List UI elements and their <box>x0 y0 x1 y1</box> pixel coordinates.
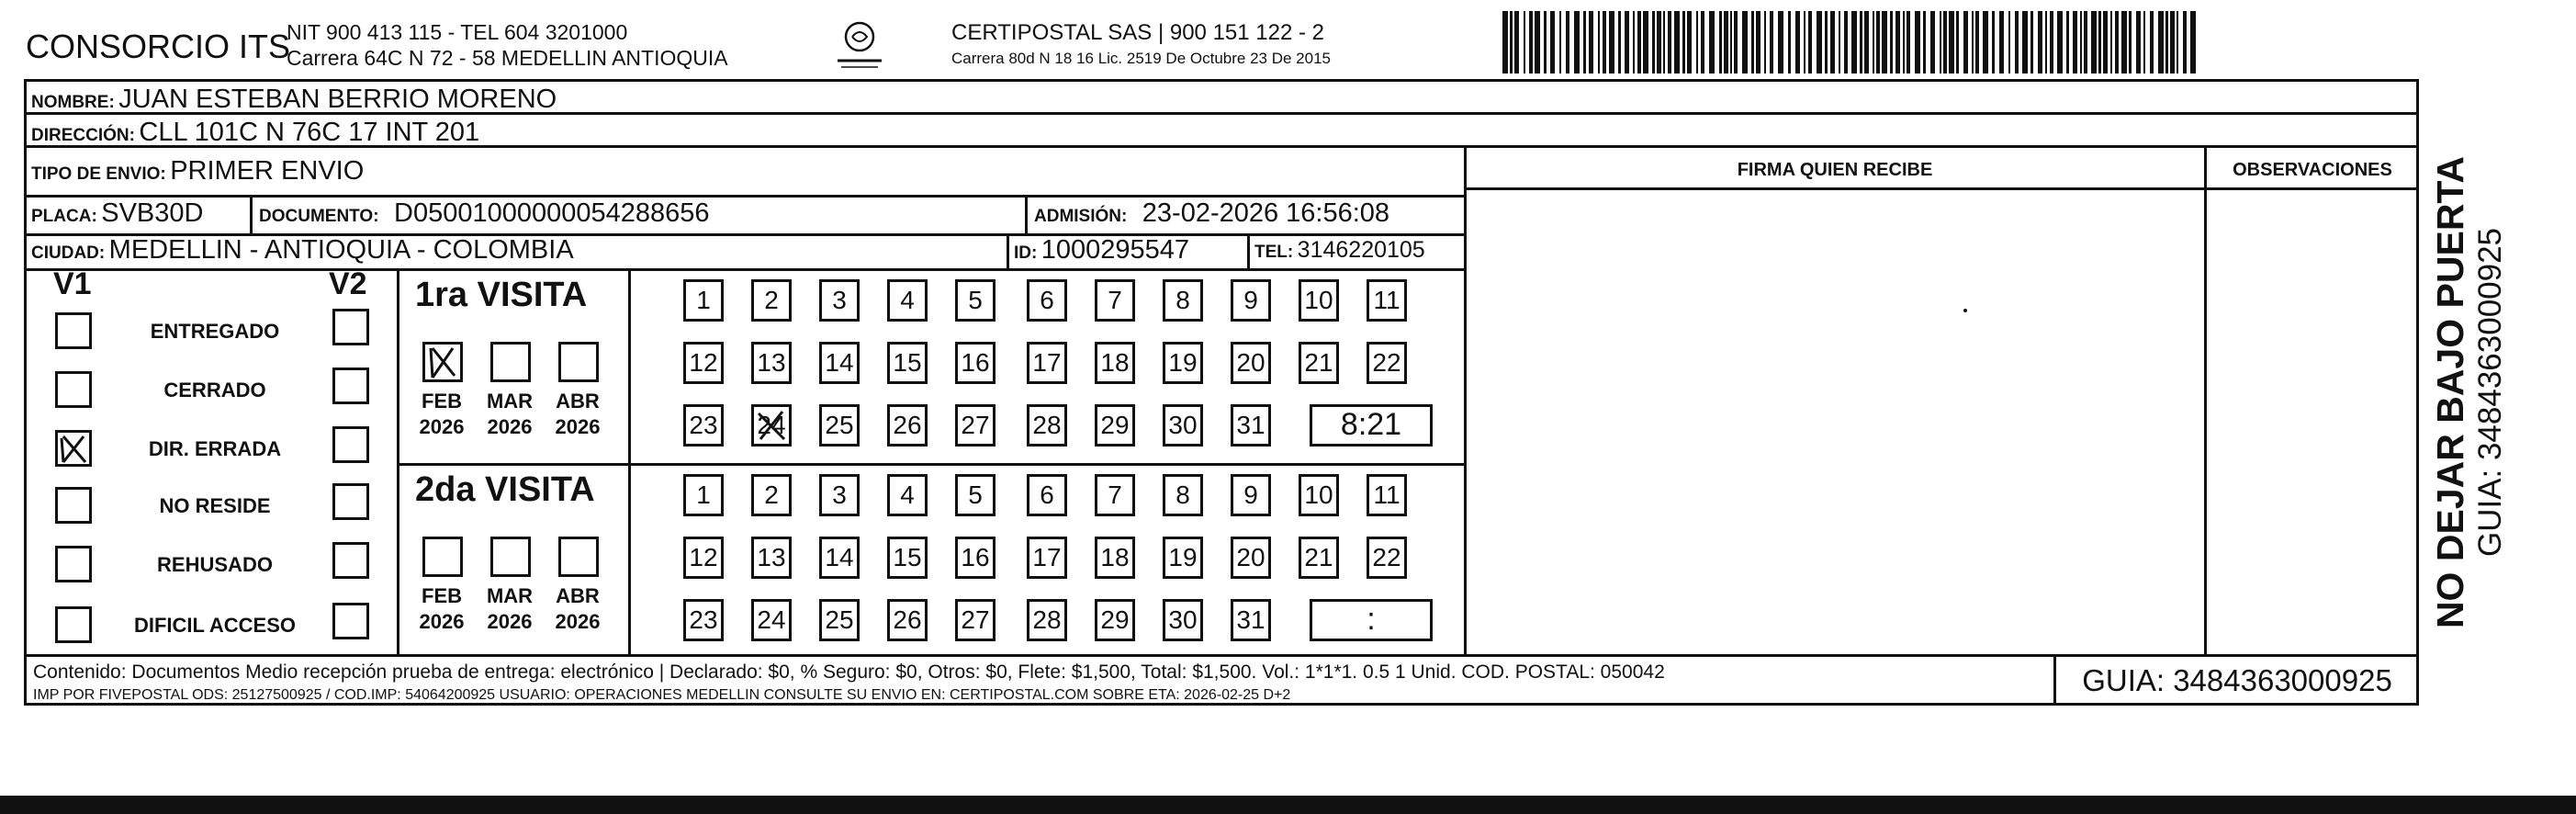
barcode-bar <box>2136 11 2141 73</box>
day-box[interactable]: 23 <box>683 599 724 641</box>
day-box[interactable]: 17 <box>1027 537 1067 579</box>
barcode-bar <box>2103 11 2108 73</box>
month-label: FEB <box>422 390 462 413</box>
barcode-bar <box>1502 11 1508 73</box>
day-box[interactable]: 14 <box>819 342 860 384</box>
documento-label: DOCUMENTO: <box>259 207 379 226</box>
tel-value: 3146220105 <box>1297 237 1425 263</box>
side-panel <box>2424 79 2516 706</box>
year-label: 2026 <box>419 415 465 438</box>
v1-checkbox[interactable] <box>55 546 92 582</box>
day-box[interactable]: 9 <box>1231 474 1271 516</box>
barcode-bar <box>1751 11 1754 73</box>
barcode-bar <box>1663 11 1665 73</box>
barcode-bar <box>2177 11 2178 73</box>
barcode-bar <box>2045 11 2047 73</box>
id-field <box>1014 235 1189 266</box>
barcode-bar <box>2015 11 2019 73</box>
status-label: CERRADO <box>163 379 266 401</box>
barcode-bar <box>1940 11 1941 73</box>
status-label: DIFICIL ACCESO <box>133 614 296 637</box>
barcode-bar <box>1618 11 1621 73</box>
day-box[interactable]: 18 <box>1095 537 1135 579</box>
barcode-bar <box>2190 11 2196 73</box>
barcode-bar <box>2073 11 2077 73</box>
v2-checkbox[interactable] <box>332 483 369 520</box>
side-text <box>2430 156 2511 628</box>
barcode-bar <box>2066 11 2069 73</box>
visit-title: 2da VISITA <box>415 470 595 509</box>
status-label: DIR. ERRADA <box>148 437 282 460</box>
barcode-bar <box>1544 11 1547 73</box>
barcode-bar <box>1603 11 1606 73</box>
placa-value: SVB30D <box>101 198 204 228</box>
day-box[interactable]: 5 <box>955 279 996 322</box>
barcode-bar <box>1983 11 1988 73</box>
company-address: Carrera 64C N 72 - 58 MEDELLIN ANTIOQUIA <box>287 46 728 70</box>
day-box[interactable]: 18 <box>1095 342 1135 384</box>
barcode-bar <box>1598 11 1600 73</box>
barcode-bar <box>1583 11 1586 73</box>
barcode-bar <box>1907 11 1910 73</box>
day-box[interactable]: 20 <box>1231 537 1271 579</box>
month-checkbox[interactable] <box>558 537 599 577</box>
barcode-bar <box>1851 11 1857 73</box>
placa-label: PLACA: <box>31 207 97 226</box>
barcode-bar <box>1956 11 1959 73</box>
day-box[interactable]: 12 <box>683 342 724 384</box>
ciudad-label: CIUDAD: <box>31 243 106 263</box>
direccion-value: CLL 101C N 76C 17 INT 201 <box>139 118 480 147</box>
day-box[interactable]: 7 <box>1095 279 1135 322</box>
day-box[interactable]: 24 <box>751 404 792 447</box>
barcode-bar <box>1999 11 2004 73</box>
barcode-bar <box>2143 11 2145 73</box>
day-box[interactable]: 1 <box>683 474 724 516</box>
contenido-text: Contenido: Documentos Medio recepción prueba de entrega: electrónico | Declarado: $0, % Seguro: $0, Otros: $0, Flete: $1,500, Total: $1,500. Vol.: 1*1*1. 0.5 1 Unid. COD. POSTAL: 050042 <box>33 661 1665 683</box>
barcode-bar <box>2115 11 2119 73</box>
barcode-bar <box>1949 11 1954 73</box>
barcode-bar <box>1795 11 1800 73</box>
day-box[interactable]: 22 <box>1367 342 1407 384</box>
barcode-bar <box>1825 11 1828 73</box>
month-label: MAR <box>486 390 534 413</box>
day-box[interactable]: 10 <box>1299 474 1339 516</box>
year-label: 2026 <box>487 610 533 633</box>
admision-field <box>1034 198 1389 229</box>
barcode-bar <box>1972 11 1974 73</box>
day-box[interactable]: 21 <box>1299 537 1339 579</box>
day-box[interactable]: 8 <box>1163 279 1203 322</box>
day-box[interactable]: 19 <box>1163 342 1203 384</box>
barcode-bar <box>1524 11 1525 73</box>
barcode-bar <box>1895 11 1900 73</box>
direccion-label: DIRECCIÓN: <box>31 126 135 145</box>
day-box[interactable]: 11 <box>1367 474 1407 516</box>
barcode-bar <box>1788 11 1791 73</box>
barcode-bar <box>2008 11 2010 73</box>
certipostal-logo <box>832 18 887 72</box>
barcode-bar <box>1674 11 1680 73</box>
v1-checkbox[interactable] <box>55 371 92 408</box>
day-box[interactable]: 31 <box>1231 404 1271 447</box>
day-box[interactable]: 8 <box>1163 474 1203 516</box>
v1-label: V1 <box>53 266 92 301</box>
v2-label: V2 <box>329 266 367 301</box>
barcode-bar <box>2057 11 2063 73</box>
day-box[interactable]: 9 <box>1231 279 1271 322</box>
barcode-bar <box>1701 11 1704 73</box>
v2-checkbox[interactable] <box>332 309 369 345</box>
v1-checkbox[interactable] <box>55 487 92 524</box>
barcode-bar <box>1808 11 1812 73</box>
direccion-field <box>31 118 479 148</box>
barcode-bar <box>1830 11 1835 73</box>
barcode-bar <box>1963 11 1968 73</box>
tel-label: TEL: <box>1254 243 1294 262</box>
firma-label: FIRMA QUIEN RECIBE <box>1737 160 1933 180</box>
barcode-bar <box>2084 11 2087 73</box>
barcode-bar <box>2110 11 2112 73</box>
v1-checkbox[interactable] <box>55 430 92 467</box>
month-checkbox[interactable] <box>490 342 531 382</box>
barcode-bar <box>1657 11 1661 73</box>
signature-dot <box>1963 309 1967 312</box>
barcode-bar <box>2098 11 2101 73</box>
barcode-bar <box>1566 11 1569 73</box>
visit-time-box[interactable]: 8:21 <box>1310 404 1433 447</box>
day-box[interactable]: 3 <box>819 279 860 322</box>
day-box[interactable]: 26 <box>887 599 928 641</box>
barcode-bar <box>1633 11 1635 73</box>
barcode-bar <box>2022 11 2028 73</box>
barcode-bar <box>1844 11 1848 73</box>
day-box[interactable]: 2 <box>751 474 792 516</box>
company-nit: NIT 900 413 115 - TEL 604 3201000 <box>287 20 628 44</box>
barcode-bar <box>1903 11 1905 73</box>
day-box[interactable]: 31 <box>1231 599 1271 641</box>
month-checkbox[interactable] <box>422 537 463 577</box>
barcode-bar <box>2038 11 2042 73</box>
barcode-bar <box>1778 11 1783 73</box>
barcode-bar <box>1687 11 1692 73</box>
day-box[interactable]: 3 <box>819 474 860 516</box>
barcode-bar <box>2091 11 2097 73</box>
barcode-bar <box>1574 11 1580 73</box>
barcode-bar <box>1943 11 1947 73</box>
id-value: 1000295547 <box>1041 235 1190 265</box>
year-label: 2026 <box>555 415 601 438</box>
day-box[interactable]: 15 <box>887 342 928 384</box>
barcode-bar <box>1860 11 1862 73</box>
year-label: 2026 <box>419 610 465 633</box>
barcode-bar <box>1804 11 1805 73</box>
month-label: MAR <box>486 584 534 607</box>
tipo-envio-field <box>31 156 364 187</box>
barcode-bar <box>1873 11 1874 73</box>
nombre-field <box>31 85 557 115</box>
day-box[interactable]: 7 <box>1095 474 1135 516</box>
barcode-bar <box>1915 11 1920 73</box>
day-box[interactable]: 30 <box>1163 599 1203 641</box>
day-box[interactable]: 16 <box>955 537 996 579</box>
barcode-bar <box>1876 11 1880 73</box>
barcode-bar <box>1730 11 1732 73</box>
day-box[interactable]: 4 <box>887 279 928 322</box>
barcode-bar <box>1756 11 1760 73</box>
tel-field <box>1254 237 1425 264</box>
barcode-bar <box>1535 11 1540 73</box>
barcode-bar <box>2165 11 2168 73</box>
year-label: 2026 <box>487 415 533 438</box>
v2-checkbox[interactable] <box>332 367 369 404</box>
side-warning: NO DEJAR BAJO PUERTA <box>2429 155 2471 629</box>
barcode-bar <box>1652 11 1655 73</box>
barcode-bar <box>1682 11 1685 73</box>
barcode-bar <box>1930 11 1935 73</box>
day-box[interactable]: 16 <box>955 342 996 384</box>
footer-guia: GUIA: 3484363000925 <box>2082 663 2392 697</box>
v1-checkbox[interactable] <box>55 312 92 349</box>
day-box[interactable]: 26 <box>887 404 928 447</box>
day-box[interactable]: 27 <box>955 404 996 447</box>
barcode-bar <box>1709 11 1715 73</box>
day-box[interactable]: 28 <box>1027 599 1067 641</box>
barcode-bar <box>1637 11 1641 73</box>
day-box[interactable]: 1 <box>683 279 724 322</box>
day-box[interactable]: 17 <box>1027 342 1067 384</box>
barcode-bar <box>1696 11 1698 73</box>
day-box[interactable]: 25 <box>819 599 860 641</box>
day-box[interactable]: 29 <box>1095 599 1135 641</box>
barcode-bar <box>1890 11 1893 73</box>
barcode-bar <box>1559 11 1561 73</box>
check-mark-icon <box>58 433 89 464</box>
month-label: FEB <box>422 584 462 607</box>
barcode-bar <box>2030 11 2033 73</box>
barcode-bar <box>1550 11 1555 73</box>
month-checkbox[interactable] <box>558 342 599 382</box>
day-box[interactable]: 29 <box>1095 404 1135 447</box>
nombre-value: JUAN ESTEBAN BERRIO MORENO <box>118 85 557 114</box>
documento-field <box>259 198 710 229</box>
ciudad-field <box>31 235 574 266</box>
barcode-bar <box>2183 11 2187 73</box>
barcode-bar <box>1734 11 1738 73</box>
barcode-bar <box>1923 11 1926 73</box>
barcode-bar <box>1609 11 1614 73</box>
id-label: ID: <box>1014 243 1038 263</box>
barcode-bar <box>1643 11 1648 73</box>
day-box[interactable]: 14 <box>819 537 860 579</box>
visit-title: 1ra VISITA <box>415 276 588 314</box>
barcode-bar <box>2121 11 2127 73</box>
month-checkbox[interactable] <box>490 537 531 577</box>
bottom-edge <box>0 796 2576 814</box>
day-box[interactable]: 11 <box>1367 279 1407 322</box>
barcode-bar <box>1625 11 1629 73</box>
day-box[interactable]: 22 <box>1367 537 1407 579</box>
barcode-bar <box>1839 11 1840 73</box>
company-name: CONSORCIO ITS <box>26 28 291 65</box>
v2-checkbox[interactable] <box>332 426 369 463</box>
v1-checkbox[interactable] <box>55 606 92 643</box>
barcode-bar <box>2158 11 2164 73</box>
day-box[interactable]: 12 <box>683 537 724 579</box>
barcode-bar <box>2170 11 2175 73</box>
tipo-envio-label: TIPO DE ENVIO: <box>31 164 166 184</box>
placa-field <box>31 198 203 229</box>
barcode-bar <box>1719 11 1722 73</box>
day-box[interactable]: 20 <box>1231 342 1271 384</box>
visit-time-box[interactable]: : <box>1310 599 1433 641</box>
barcode-bar <box>2150 11 2154 73</box>
admision-label: ADMISIÓN: <box>1034 207 1128 226</box>
day-box[interactable]: 25 <box>819 404 860 447</box>
barcode-bar <box>2080 11 2082 73</box>
day-box[interactable]: 21 <box>1299 342 1339 384</box>
day-box[interactable]: 13 <box>751 342 792 384</box>
month-label: ABR <box>556 584 600 607</box>
day-box[interactable]: 24 <box>751 599 792 641</box>
check-mark-icon <box>425 345 460 379</box>
month-label: ABR <box>556 390 600 413</box>
observaciones-label: OBSERVACIONES <box>2233 160 2392 180</box>
admision-value: 23-02-2026 16:56:08 <box>1142 198 1390 228</box>
day-box[interactable]: 30 <box>1163 404 1203 447</box>
tipo-envio-value: PRIMER ENVIO <box>170 156 365 186</box>
day-box[interactable]: 2 <box>751 279 792 322</box>
day-box[interactable]: 27 <box>955 599 996 641</box>
barcode <box>1502 11 2200 73</box>
day-box[interactable]: 23 <box>683 404 724 447</box>
day-box[interactable]: 6 <box>1027 279 1067 322</box>
barcode-bar <box>1975 11 1979 73</box>
barcode-bar <box>1864 11 1869 73</box>
nombre-label: NOMBRE: <box>31 93 115 112</box>
day-box[interactable]: 4 <box>887 474 928 516</box>
barcode-bar <box>1882 11 1887 73</box>
status-label: NO RESIDE <box>159 494 271 517</box>
barcode-bar <box>1529 11 1533 73</box>
barcode-bar <box>1764 11 1766 73</box>
barcode-bar <box>1992 11 1995 73</box>
ciudad-value: MEDELLIN - ANTIOQUIA - COLOMBIA <box>108 235 574 265</box>
barcode-bar <box>1817 11 1822 73</box>
day-box[interactable]: 15 <box>887 537 928 579</box>
v2-checkbox[interactable] <box>332 542 369 579</box>
day-box[interactable]: 28 <box>1027 404 1067 447</box>
day-box[interactable]: 6 <box>1027 474 1067 516</box>
barcode-bar <box>1724 11 1728 73</box>
side-guia: GUIA: 3484363000925 <box>2472 227 2508 558</box>
imp-text: IMP POR FIVEPOSTAL ODS: 25127500925 / COD.IMP: 54064200925 USUARIO: OPERACIONES MEDELLIN CONSULTE SU ENVIO EN: CERTIPOSTAL.COM SOBRE ETA: 2026-02-25 D+2 <box>33 687 1291 703</box>
barcode-bar <box>1770 11 1773 73</box>
v2-checkbox[interactable] <box>332 603 369 639</box>
day-box[interactable]: 10 <box>1299 279 1339 322</box>
status-label: ENTREGADO <box>150 320 280 343</box>
day-box[interactable]: 5 <box>955 474 996 516</box>
barcode-bar <box>1589 11 1593 73</box>
status-label: REHUSADO <box>157 553 273 576</box>
month-checkbox[interactable] <box>422 342 463 382</box>
barcode-bar <box>2050 11 2053 73</box>
barcode-bar <box>1510 11 1513 73</box>
day-box[interactable]: 19 <box>1163 537 1203 579</box>
barcode-bar <box>1514 11 1519 73</box>
barcode-bar <box>1668 11 1671 73</box>
documento-value: D05001000000054288656 <box>394 198 710 228</box>
day-check-mark-icon <box>755 408 788 443</box>
carrier-name: CERTIPOSTAL SAS | 900 151 122 - 2 <box>951 20 1324 45</box>
carrier-address: Carrera 80d N 18 16 Lic. 2519 De Octubre 23 De 2015 <box>951 50 1331 67</box>
year-label: 2026 <box>555 610 601 633</box>
barcode-bar <box>1742 11 1748 73</box>
day-box[interactable]: 13 <box>751 537 792 579</box>
barcode-bar <box>2129 11 2132 73</box>
